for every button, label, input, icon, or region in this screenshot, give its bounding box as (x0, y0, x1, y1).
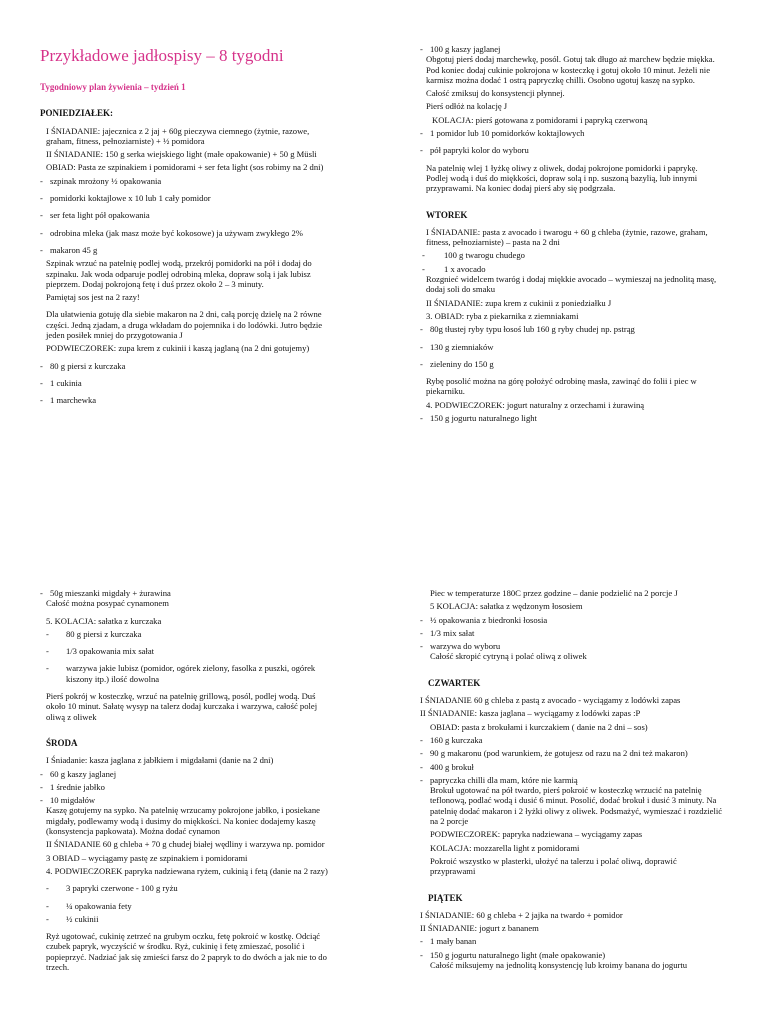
instruction-text: Pierś pokrój w kosteczkę, wrzuć na patelnię grillową, posól, podlej wodą. Duś około 10 minut. Sałatę wysyp na talerz dodaj kurczaka i warzywa, całość polej oliwą z oliwek (46, 691, 318, 722)
ingredient-item: - 80 g piersi z kurczaka (40, 361, 332, 371)
day-heading-tuesday: WTOREK (426, 209, 468, 220)
meal-line: I Śniadanie: kasza jaglana z jabłkiem i migdałami (danie na 2 dni) (46, 755, 274, 766)
quadrant-bottom-left (40, 588, 336, 1024)
ingredient-item: - warzywa do wyboru (420, 641, 724, 651)
meal-line: OBIAD: pasta z brokułami i kurczakiem ( danie na 2 dni – sos) (430, 721, 648, 732)
ingredient-item: - 1 mały banan (420, 936, 724, 946)
instruction-text: Rozgnieć widelcem twaróg i dodaj miękkie avocado – wymieszaj na jednolitą masę, dodaj soli do smaku (426, 274, 717, 295)
meal-line: I ŚNIADANIE: jajecznica z 2 jaj + 60g pieczywa ciemnego (żytnie, razowe, graham, fitness, pełnoziarniste) + ½ pomidora (46, 125, 310, 146)
ingredient-item: - 1 marchewka (40, 395, 332, 405)
day-heading-friday: PIĄTEK (428, 892, 463, 903)
ingredient-item: - ser feta light pół opakowania (40, 210, 332, 220)
ingredient-item: - pół papryki kolor do wyboru (420, 145, 720, 155)
ingredient-item: - 80g tłustej ryby typu łosoś lub 160 g ryby chudej np. pstrąg (420, 324, 720, 334)
instruction-text: Na patelnię wlej 1 łyżkę oliwy z oliwek, dodaj pokrojone pomidorki i paprykę. Podlej wodą i duś do miękkości, dopraw solą i np. suszoną bazylią, lub innymi przyprawami. Na koniec dodaj pierś aby się podgrzała. (426, 162, 698, 194)
instruction-text: Kaszę gotujemy na sypko. Na patelnię wrzucamy pokrojone jabłko, i posiekane migdały, podlewamy wodą i dusimy do miękkości. Na koniec dodajemy kaszę (konsystencja papkowata). Można dodać cynamon (46, 805, 320, 837)
ingredient-item: - papryczka chilli dla mam, które nie karmią (420, 775, 724, 785)
ingredient-item: - ½ opakowania z biedronki łososia (420, 615, 724, 625)
ingredient-item: - 130 g ziemniaków (420, 342, 720, 352)
ingredient-item: - warzywa jakie lubisz (pomidor, ogórek zielony, fasolka z puszki, ogórek kiszony itp.) ilość dowolna (40, 663, 336, 684)
meal-line: II ŚNIADANIE: 150 g serka wiejskiego light (małe opakowanie) + 50 g Müsli (46, 149, 317, 160)
ingredient-item: - 1 cukinia (40, 378, 332, 388)
ingredient-item: - 400 g brokuł (420, 762, 724, 772)
ingredient-item: - 3 papryki czerwone - 100 g ryżu (40, 883, 336, 893)
ingredient-item: - 1 pomidor lub 10 pomidorków koktajlowych (420, 128, 720, 138)
meal-line: II ŚNIADANIE: kasza jaglana – wyciągamy z lodówki zapas :P (420, 708, 641, 719)
ingredient-item: - zieleniny do 150 g (420, 359, 720, 369)
day-heading-thursday: CZWARTEK (428, 677, 481, 688)
ingredient-item: - 100 g twarogu chudego (420, 250, 720, 260)
instruction-text: Piec w temperaturze 180C przez godzine – danie podzielić na 2 porcje J (430, 588, 678, 598)
ingredient-item: - 1 x avocado (420, 264, 720, 274)
meal-line: PODWIECZOREK: papryka nadziewana – wyciągamy zapas (430, 829, 643, 840)
ingredient-item: - 150 g jogurtu naturalnego light (małe opakowanie) (420, 950, 724, 960)
instruction-text: Szpinak wrzuć na patelnię podlej wodą, przekrój pomidorki na pół i dodaj do szpinaku. Jak woda odparuje podlej odrobiną mleka, dopraw solą i jak lubisz pieprzem. Dodaj pokrojoną fetę i duś przez około 2 – 3 minuty. (46, 258, 312, 289)
meal-line: 4. PODWIECZOREK: jogurt naturalny z orzechami i żurawiną (426, 399, 645, 410)
ingredient-item: - 60 g kaszy jaglanej (40, 769, 336, 779)
ingredient-item: - 1 średnie jabłko (40, 782, 336, 792)
ingredient-item: - 100 g kaszy jaglanej (420, 44, 720, 54)
quadrant-top-right (420, 44, 720, 488)
meal-line: KOLACJA: pierś gotowana z pomidorami i papryką czerwoną (432, 114, 648, 125)
ingredient-item: - makaron 45 g (40, 245, 332, 255)
meal-line: KOLACJA: mozzarella light z pomidorami (430, 842, 580, 853)
week-title: Tygodniowy plan żywienia – tydzień 1 (40, 82, 186, 92)
meal-line: 4. PODWIECZOREK papryka nadziewana ryżem, cukinią i fetą (danie na 2 razy) (46, 865, 328, 876)
ingredient-item: - pomidorki koktajlowe x 10 lub 1 cały pomidor (40, 193, 332, 203)
ingredient-item: - 1/3 mix sałat (420, 628, 724, 638)
meal-line: I ŚNIADANIE: pasta z avocado i twarogu + 60 g chleba (żytnie, razowe, graham, fitness, pełnoziarniste) – pasta na 2 dni (426, 226, 708, 248)
meal-line: 3. OBIAD: ryba z piekarnika z ziemniakami (426, 310, 579, 321)
document-title: Przykładowe jadłospisy – 8 tygodni (40, 46, 284, 65)
ingredient-item: - 80 g piersi z kurczaka (40, 629, 336, 639)
instruction-text: Brokuł ugotować na pół twardo, pierś pokroić w kosteczkę wrzucić na patelnię teflonową, podlać wodą i dusić 6 minut. Posolić, dodać brokuł i dusić 3 minuty. Na patelnię dodać makaron i 2 łyżki oliwy z oliwek. Podsmażyć, wymieszać i rozdzielić na 2 porcje (430, 785, 723, 827)
instruction-text: Rybę posolić można na górę położyć odrobinę masła, zawinąć do folii i piec w piekarniku. (426, 376, 697, 397)
ingredient-item: - 150 g jogurtu naturalnego light (420, 413, 720, 423)
meal-line: OBIAD: Pasta ze szpinakiem i pomidorami + ser feta light (sos robimy na 2 dni) (46, 162, 324, 173)
instruction-text: Całość skropić cytryną i polać oliwą z oliwek (430, 651, 587, 662)
instruction-text: Ryż ugotować, cukinię zetrzeć na grubym oczku, fetę pokroić w kostkę. Odciąć czubek papryk, wyczyścić w środku. Ryż, cukinię i fetę zmieszać, posolić i popieprzyć. Nadziać jak się zmieści farsz do 2 papryk to do dwóch a jak nie to do trzech. (46, 931, 327, 973)
meal-line: II ŚNIADANIE: zupa krem z cukinii z poniedziałku J (426, 297, 612, 308)
ingredient-item: - ¼ opakowania fety (40, 901, 336, 911)
day-heading-wednesday: ŚRODA (46, 737, 78, 748)
instruction-text: Całość można posypać cynamonem (46, 598, 169, 609)
instruction-text: Pamiętaj sos jest na 2 razy! (46, 292, 140, 303)
ingredient-item: - odrobina mleka (jak masz może być kokosowe) ja używam zwykłego 2% (40, 228, 332, 238)
meal-line: II ŚNIADANIE 60 g chleba + 70 g chudej białej wędliny i warzywa np. pomidor (46, 839, 325, 850)
instruction-text: Pierś odłóż na kolację J (426, 101, 508, 112)
meal-line: 5. KOLACJA: sałatka z kurczaka (46, 615, 162, 626)
ingredient-item: - 90 g makaronu (pod warunkiem, że gotujesz od razu na 2 dni też makaron) (420, 748, 724, 758)
ingredient-item: - 160 g kurczaka (420, 735, 724, 745)
meal-line: I ŚNIADANIE: 60 g chleba + 2 jajka na twardo + pomidor (420, 909, 623, 920)
meal-line: PODWIECZOREK: zupa krem z cukinii i kaszą jaglaną (na 2 dni gotujemy) (46, 343, 310, 354)
quadrant-bottom-right (420, 588, 724, 1024)
ingredient-item: - 1/3 opakowania mix sałat (40, 646, 336, 656)
instruction-text: Całość zmiksuj do konsystencji płynnej. (426, 88, 565, 99)
instruction-text: Całość miksujemy na jednolitą konsystencję lub kroimy banana do jogurtu (430, 960, 688, 971)
instruction-text: Pokroić wszystko w plasterki, ułożyć na talerzu i polać oliwą, doprawić przyprawami (430, 855, 677, 877)
instruction-text: Dla ułatwienia gotuję dla siebie makaron na 2 dni, całą porcję dzielę na 2 równe części. Jedną zjadam, a druga wkładam do pojemnika i do lodówki. Jutro będzie jeden posiłek mniej do przygotowania J (46, 309, 323, 341)
ingredient-item: - szpinak mrożony ½ opakowania (40, 176, 332, 186)
ingredient-item: - 10 migdałów (40, 795, 336, 805)
ingredient-item: - 50g mieszanki migdały + żurawina (40, 588, 336, 598)
ingredient-item: - ½ cukinii (40, 914, 336, 924)
day-heading-monday: PONIEDZIAŁEK: (40, 108, 114, 119)
instruction-text: Obgotuj pierś dodaj marchewkę, posól. Gotuj tak długo aż marchew będzie miękka. Pod koniec dodaj cukinie pokrojona w kosteczkę i gotuj około 10 minut. Jeżeli nie karmisz można dodać 1 ostrą papryczkę chilli. Osobno ugotuj kaszę na sypko. (426, 54, 715, 85)
meal-line: 3 OBIAD – wyciągamy pastę ze szpinakiem i pomidorami (46, 852, 248, 863)
meal-line: I ŚNIADANIE 60 g chleba z pastą z avocado - wyciągamy z lodówki zapas (420, 695, 681, 706)
quadrant-top-left (40, 46, 332, 486)
meal-line: 5 KOLACJA: sałatka z wędzonym łososiem (430, 601, 583, 612)
meal-line: II ŚNIADANIE: jogurt z bananem (420, 923, 539, 934)
